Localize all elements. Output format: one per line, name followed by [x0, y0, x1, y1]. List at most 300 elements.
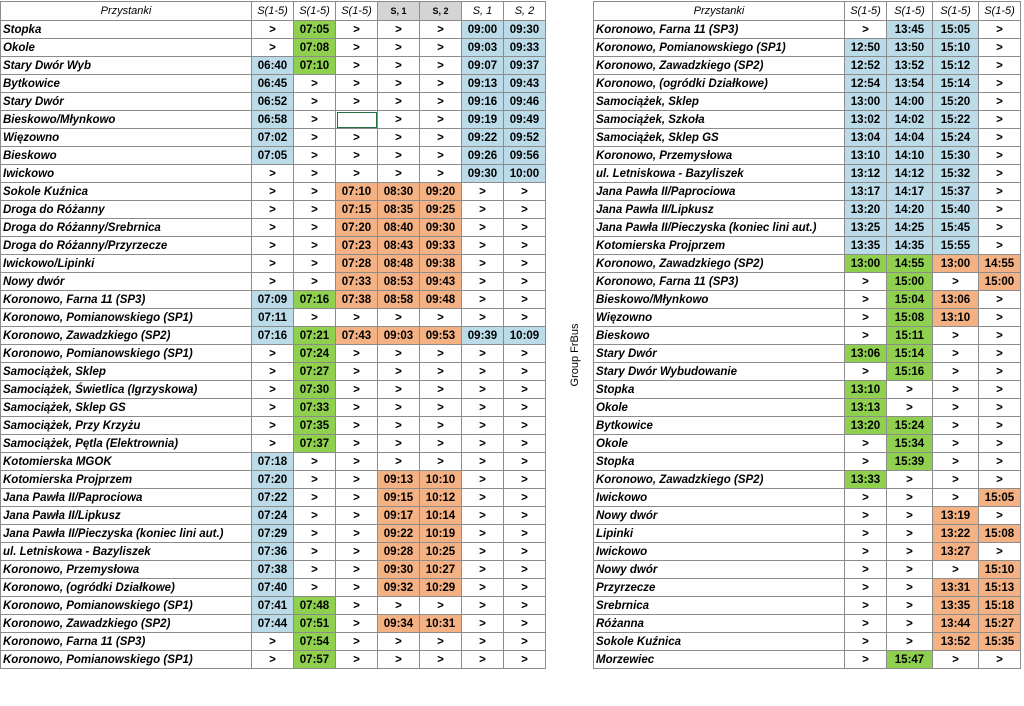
time-cell[interactable]: >	[504, 453, 546, 471]
time-cell[interactable]: >	[933, 489, 979, 507]
time-cell[interactable]: 13:04	[845, 129, 887, 147]
time-cell[interactable]: >	[979, 21, 1021, 39]
time-cell[interactable]: >	[336, 363, 378, 381]
time-cell[interactable]: >	[979, 75, 1021, 93]
time-cell[interactable]: 09:26	[462, 147, 504, 165]
time-cell[interactable]: >	[462, 489, 504, 507]
time-cell[interactable]: 13:10	[845, 147, 887, 165]
time-cell[interactable]: >	[462, 417, 504, 435]
time-cell[interactable]: 09:30	[420, 219, 462, 237]
time-cell[interactable]: >	[336, 615, 378, 633]
time-cell[interactable]: 14:35	[887, 237, 933, 255]
time-cell[interactable]: 10:10	[420, 471, 462, 489]
time-cell[interactable]: >	[294, 273, 336, 291]
time-cell[interactable]: 09:34	[378, 615, 420, 633]
time-cell[interactable]: 13:33	[845, 471, 887, 489]
time-cell[interactable]: >	[887, 525, 933, 543]
time-cell[interactable]: >	[336, 435, 378, 453]
time-cell[interactable]: 09:20	[420, 183, 462, 201]
time-cell[interactable]: >	[504, 579, 546, 597]
time-cell[interactable]: 13:20	[845, 417, 887, 435]
time-cell[interactable]: 07:11	[252, 309, 294, 327]
time-cell[interactable]: >	[378, 165, 420, 183]
time-cell[interactable]: >	[336, 525, 378, 543]
time-cell[interactable]: >	[933, 381, 979, 399]
time-cell[interactable]: >	[420, 381, 462, 399]
stop-name-cell[interactable]: Samociążek, Sklep	[594, 93, 845, 111]
time-cell[interactable]: >	[336, 129, 378, 147]
time-cell[interactable]: 07:05	[294, 21, 336, 39]
time-cell[interactable]: 12:52	[845, 57, 887, 75]
time-cell[interactable]: >	[420, 345, 462, 363]
stop-name-cell[interactable]: Koronowo, Zawadzkiego (SP2)	[594, 57, 845, 75]
time-cell[interactable]: >	[462, 363, 504, 381]
header-stops[interactable]: Przystanki	[594, 2, 845, 21]
time-cell[interactable]: >	[979, 165, 1021, 183]
time-cell[interactable]: >	[979, 417, 1021, 435]
time-cell[interactable]: >	[887, 507, 933, 525]
time-cell[interactable]: >	[845, 309, 887, 327]
time-cell[interactable]: >	[420, 129, 462, 147]
time-cell[interactable]: >	[420, 633, 462, 651]
stop-name-cell[interactable]: Droga do Różanny	[1, 201, 252, 219]
time-cell[interactable]: >	[845, 651, 887, 669]
time-cell[interactable]: 07:35	[294, 417, 336, 435]
time-cell[interactable]: >	[294, 489, 336, 507]
time-cell[interactable]: 15:32	[933, 165, 979, 183]
time-cell[interactable]: 06:40	[252, 57, 294, 75]
time-cell[interactable]: >	[504, 381, 546, 399]
stop-name-cell[interactable]: Koronowo, Farna 11 (SP3)	[1, 633, 252, 651]
time-cell[interactable]: >	[378, 75, 420, 93]
time-cell[interactable]: >	[504, 525, 546, 543]
time-cell[interactable]: 09:30	[504, 21, 546, 39]
time-cell[interactable]: 10:00	[504, 165, 546, 183]
stop-name-cell[interactable]: Koronowo, Przemysłowa	[594, 147, 845, 165]
time-cell[interactable]: 09:43	[504, 75, 546, 93]
time-cell[interactable]: >	[420, 147, 462, 165]
stop-name-cell[interactable]: Iwickowo	[594, 543, 845, 561]
time-cell[interactable]: >	[979, 399, 1021, 417]
time-cell[interactable]: >	[979, 147, 1021, 165]
time-cell[interactable]: >	[378, 453, 420, 471]
time-cell[interactable]: 07:51	[294, 615, 336, 633]
time-cell[interactable]: 10:29	[420, 579, 462, 597]
time-cell[interactable]: >	[462, 255, 504, 273]
stop-name-cell[interactable]: Bytkowice	[594, 417, 845, 435]
time-cell[interactable]: 15:14	[887, 345, 933, 363]
time-cell[interactable]: 13:27	[933, 543, 979, 561]
time-cell[interactable]: >	[294, 507, 336, 525]
time-cell[interactable]: 09:03	[378, 327, 420, 345]
time-cell[interactable]: 09:00	[462, 21, 504, 39]
time-cell[interactable]: >	[462, 561, 504, 579]
time-cell[interactable]: >	[336, 345, 378, 363]
time-cell[interactable]: 07:33	[294, 399, 336, 417]
time-cell[interactable]: 09:28	[378, 543, 420, 561]
time-cell[interactable]: 07:44	[252, 615, 294, 633]
time-cell[interactable]: >	[504, 543, 546, 561]
time-cell[interactable]: >	[845, 327, 887, 345]
time-cell[interactable]: >	[336, 381, 378, 399]
time-cell[interactable]: 09:33	[504, 39, 546, 57]
time-cell[interactable]: >	[420, 651, 462, 669]
time-cell[interactable]: >	[462, 651, 504, 669]
stop-name-cell[interactable]: Iwickowo	[594, 489, 845, 507]
stop-name-cell[interactable]: Koronowo, Pomianowskiego (SP1)	[1, 597, 252, 615]
stop-name-cell[interactable]: Koronowo, Farna 11 (SP3)	[594, 273, 845, 291]
time-cell[interactable]: 15:08	[887, 309, 933, 327]
time-cell[interactable]: 13:12	[845, 165, 887, 183]
time-cell[interactable]: 07:10	[294, 57, 336, 75]
time-cell[interactable]: >	[887, 633, 933, 651]
time-cell[interactable]: >	[336, 471, 378, 489]
time-cell[interactable]: 14:55	[887, 255, 933, 273]
time-cell[interactable]: >	[378, 93, 420, 111]
time-cell[interactable]: 07:48	[294, 597, 336, 615]
header-course-3[interactable]: S(1-5)	[933, 2, 979, 21]
header-course-6[interactable]: S, 1	[462, 2, 504, 21]
time-cell[interactable]: 13:25	[845, 219, 887, 237]
time-cell[interactable]: >	[979, 453, 1021, 471]
time-cell[interactable]	[336, 111, 378, 129]
stop-name-cell[interactable]: Samociążek, Świetlica (Igrzyskowa)	[1, 381, 252, 399]
time-cell[interactable]: 07:36	[252, 543, 294, 561]
time-cell[interactable]: 15:55	[933, 237, 979, 255]
time-cell[interactable]: 09:22	[462, 129, 504, 147]
stop-name-cell[interactable]: Bieskowo/Młynkowo	[1, 111, 252, 129]
time-cell[interactable]: >	[979, 363, 1021, 381]
time-cell[interactable]: >	[294, 111, 336, 129]
time-cell[interactable]: 13:22	[933, 525, 979, 543]
time-cell[interactable]: >	[294, 543, 336, 561]
time-cell[interactable]: >	[336, 57, 378, 75]
time-cell[interactable]: >	[378, 345, 420, 363]
time-cell[interactable]: 10:27	[420, 561, 462, 579]
stop-name-cell[interactable]: Koronowo, Zawadzkiego (SP2)	[594, 255, 845, 273]
time-cell[interactable]: >	[504, 507, 546, 525]
time-cell[interactable]: >	[294, 93, 336, 111]
time-cell[interactable]: 07:24	[294, 345, 336, 363]
header-stops[interactable]: Przystanki	[1, 2, 252, 21]
time-cell[interactable]: 10:12	[420, 489, 462, 507]
time-cell[interactable]: 09:49	[504, 111, 546, 129]
time-cell[interactable]: 07:41	[252, 597, 294, 615]
time-cell[interactable]: >	[294, 129, 336, 147]
time-cell[interactable]: >	[933, 435, 979, 453]
stop-name-cell[interactable]: Lipinki	[594, 525, 845, 543]
time-cell[interactable]: >	[420, 363, 462, 381]
time-cell[interactable]: >	[336, 21, 378, 39]
time-cell[interactable]: 15:05	[933, 21, 979, 39]
time-cell[interactable]: >	[504, 597, 546, 615]
time-cell[interactable]: >	[252, 273, 294, 291]
time-cell[interactable]: >	[979, 57, 1021, 75]
time-cell[interactable]: >	[378, 21, 420, 39]
time-cell[interactable]: >	[462, 507, 504, 525]
time-cell[interactable]: >	[336, 507, 378, 525]
header-course-1[interactable]: S(1-5)	[845, 2, 887, 21]
stop-name-cell[interactable]: Koronowo, Zawadzkiego (SP2)	[1, 327, 252, 345]
stop-name-cell[interactable]: Droga do Różanny/Przyrzecze	[1, 237, 252, 255]
time-cell[interactable]: >	[252, 201, 294, 219]
time-cell[interactable]: 15:10	[933, 39, 979, 57]
time-cell[interactable]: >	[252, 399, 294, 417]
time-cell[interactable]: 15:24	[887, 417, 933, 435]
time-cell[interactable]: >	[336, 597, 378, 615]
time-cell[interactable]: 15:14	[933, 75, 979, 93]
time-cell[interactable]: 09:37	[504, 57, 546, 75]
time-cell[interactable]: >	[933, 273, 979, 291]
time-cell[interactable]: >	[252, 165, 294, 183]
stop-name-cell[interactable]: Iwickowo/Lipinki	[1, 255, 252, 273]
time-cell[interactable]: >	[979, 651, 1021, 669]
time-cell[interactable]: >	[504, 489, 546, 507]
time-cell[interactable]: >	[378, 633, 420, 651]
time-cell[interactable]: 13:06	[845, 345, 887, 363]
time-cell[interactable]: >	[462, 273, 504, 291]
time-cell[interactable]: >	[420, 165, 462, 183]
time-cell[interactable]: >	[845, 543, 887, 561]
stop-name-cell[interactable]: Iwickowo	[1, 165, 252, 183]
time-cell[interactable]: >	[979, 471, 1021, 489]
time-cell[interactable]: 15:00	[887, 273, 933, 291]
time-cell[interactable]: >	[462, 381, 504, 399]
stop-name-cell[interactable]: Stary Dwór Wyb	[1, 57, 252, 75]
time-cell[interactable]: >	[420, 417, 462, 435]
time-cell[interactable]: >	[336, 651, 378, 669]
stop-name-cell[interactable]: Koronowo, Pomianowskiego (SP1)	[1, 309, 252, 327]
stop-name-cell[interactable]: Koronowo, Przemysłowa	[1, 561, 252, 579]
time-cell[interactable]: >	[845, 489, 887, 507]
stop-name-cell[interactable]: Samociążek, Pętla (Elektrownia)	[1, 435, 252, 453]
time-cell[interactable]: >	[378, 309, 420, 327]
time-cell[interactable]: >	[845, 435, 887, 453]
time-cell[interactable]: >	[504, 309, 546, 327]
time-cell[interactable]: >	[933, 417, 979, 435]
time-cell[interactable]: >	[462, 309, 504, 327]
time-cell[interactable]: >	[294, 165, 336, 183]
time-cell[interactable]: 09:03	[462, 39, 504, 57]
time-cell[interactable]: >	[252, 381, 294, 399]
stop-name-cell[interactable]: Okole	[594, 435, 845, 453]
time-cell[interactable]: >	[979, 345, 1021, 363]
header-course-4[interactable]: S(1-5)	[979, 2, 1021, 21]
time-cell[interactable]: 09:13	[462, 75, 504, 93]
time-cell[interactable]: >	[462, 291, 504, 309]
stop-name-cell[interactable]: Srebrnica	[594, 597, 845, 615]
time-cell[interactable]: 08:35	[378, 201, 420, 219]
time-cell[interactable]: 15:34	[887, 435, 933, 453]
time-cell[interactable]: 13:50	[887, 39, 933, 57]
time-cell[interactable]: >	[504, 363, 546, 381]
time-cell[interactable]: >	[378, 39, 420, 57]
time-cell[interactable]: >	[420, 39, 462, 57]
time-cell[interactable]: 13:17	[845, 183, 887, 201]
time-cell[interactable]: >	[504, 255, 546, 273]
time-cell[interactable]: >	[504, 219, 546, 237]
time-cell[interactable]: 14:00	[887, 93, 933, 111]
time-cell[interactable]: >	[504, 399, 546, 417]
time-cell[interactable]: 09:56	[504, 147, 546, 165]
time-cell[interactable]: >	[504, 561, 546, 579]
time-cell[interactable]: >	[378, 399, 420, 417]
time-cell[interactable]: 09:53	[420, 327, 462, 345]
time-cell[interactable]: >	[933, 561, 979, 579]
time-cell[interactable]: >	[378, 363, 420, 381]
stop-name-cell[interactable]: ul. Letniskowa - Bazyliszek	[594, 165, 845, 183]
time-cell[interactable]: >	[420, 93, 462, 111]
time-cell[interactable]: >	[504, 273, 546, 291]
stop-name-cell[interactable]: Stopka	[594, 453, 845, 471]
time-cell[interactable]: >	[294, 453, 336, 471]
time-cell[interactable]: >	[336, 633, 378, 651]
time-cell[interactable]: >	[979, 291, 1021, 309]
time-cell[interactable]: 09:22	[378, 525, 420, 543]
time-cell[interactable]: >	[378, 57, 420, 75]
time-cell[interactable]: 09:52	[504, 129, 546, 147]
time-cell[interactable]: 15:37	[933, 183, 979, 201]
time-cell[interactable]: 15:22	[933, 111, 979, 129]
time-cell[interactable]: >	[336, 489, 378, 507]
time-cell[interactable]: >	[378, 381, 420, 399]
time-cell[interactable]: 10:19	[420, 525, 462, 543]
stop-name-cell[interactable]: Bieskowo	[1, 147, 252, 165]
time-cell[interactable]: 07:54	[294, 633, 336, 651]
header-course-2[interactable]: S(1-5)	[294, 2, 336, 21]
time-cell[interactable]: >	[504, 633, 546, 651]
time-cell[interactable]: 13:54	[887, 75, 933, 93]
time-cell[interactable]: >	[979, 543, 1021, 561]
time-cell[interactable]: >	[979, 237, 1021, 255]
time-cell[interactable]: 07:05	[252, 147, 294, 165]
time-cell[interactable]: >	[933, 399, 979, 417]
time-cell[interactable]: >	[504, 471, 546, 489]
time-cell[interactable]: 08:43	[378, 237, 420, 255]
time-cell[interactable]: >	[336, 417, 378, 435]
time-cell[interactable]: 07:10	[336, 183, 378, 201]
time-cell[interactable]: 07:38	[252, 561, 294, 579]
time-cell[interactable]: >	[294, 255, 336, 273]
time-cell[interactable]: >	[294, 471, 336, 489]
time-cell[interactable]: 15:24	[933, 129, 979, 147]
time-cell[interactable]: 15:45	[933, 219, 979, 237]
time-cell[interactable]: 07:57	[294, 651, 336, 669]
stop-name-cell[interactable]: Koronowo, (ogródki Działkowe)	[1, 579, 252, 597]
time-cell[interactable]: >	[252, 651, 294, 669]
time-cell[interactable]: >	[845, 561, 887, 579]
time-cell[interactable]: >	[504, 183, 546, 201]
time-cell[interactable]: >	[252, 21, 294, 39]
time-cell[interactable]: 13:00	[845, 255, 887, 273]
time-cell[interactable]: >	[336, 579, 378, 597]
time-cell[interactable]: 06:58	[252, 111, 294, 129]
time-cell[interactable]: >	[462, 597, 504, 615]
time-cell[interactable]: >	[887, 489, 933, 507]
stop-name-cell[interactable]: Więzowno	[594, 309, 845, 327]
time-cell[interactable]: 10:09	[504, 327, 546, 345]
time-cell[interactable]: 15:35	[979, 633, 1021, 651]
time-cell[interactable]: >	[252, 255, 294, 273]
time-cell[interactable]: 06:45	[252, 75, 294, 93]
time-cell[interactable]: >	[378, 417, 420, 435]
time-cell[interactable]: >	[252, 363, 294, 381]
stop-name-cell[interactable]: Okole	[594, 399, 845, 417]
stop-name-cell[interactable]: Koronowo, Farna 11 (SP3)	[1, 291, 252, 309]
time-cell[interactable]: 15:20	[933, 93, 979, 111]
time-cell[interactable]: >	[378, 111, 420, 129]
time-cell[interactable]: 09:30	[462, 165, 504, 183]
stop-name-cell[interactable]: Morzewiec	[594, 651, 845, 669]
time-cell[interactable]: >	[420, 435, 462, 453]
time-cell[interactable]: >	[462, 345, 504, 363]
time-cell[interactable]: >	[462, 183, 504, 201]
stop-name-cell[interactable]: Koronowo, Farna 11 (SP3)	[594, 21, 845, 39]
time-cell[interactable]: >	[462, 201, 504, 219]
time-cell[interactable]: 15:39	[887, 453, 933, 471]
time-cell[interactable]: 07:43	[336, 327, 378, 345]
time-cell[interactable]: 14:04	[887, 129, 933, 147]
time-cell[interactable]: >	[933, 345, 979, 363]
time-cell[interactable]: 07:37	[294, 435, 336, 453]
time-cell[interactable]: >	[887, 399, 933, 417]
time-cell[interactable]: 09:13	[378, 471, 420, 489]
time-cell[interactable]: >	[845, 273, 887, 291]
time-cell[interactable]: 07:29	[252, 525, 294, 543]
time-cell[interactable]: >	[336, 561, 378, 579]
time-cell[interactable]: >	[420, 57, 462, 75]
time-cell[interactable]: 06:52	[252, 93, 294, 111]
time-cell[interactable]: >	[845, 21, 887, 39]
stop-name-cell[interactable]: Stopka	[1, 21, 252, 39]
time-cell[interactable]: >	[462, 453, 504, 471]
stop-name-cell[interactable]: Bieskowo	[594, 327, 845, 345]
time-cell[interactable]: 07:16	[252, 327, 294, 345]
time-cell[interactable]: >	[462, 543, 504, 561]
time-cell[interactable]: 07:30	[294, 381, 336, 399]
time-cell[interactable]: >	[462, 435, 504, 453]
time-cell[interactable]: >	[252, 435, 294, 453]
time-cell[interactable]: 13:13	[845, 399, 887, 417]
time-cell[interactable]: >	[845, 363, 887, 381]
time-cell[interactable]: >	[294, 183, 336, 201]
time-cell[interactable]: >	[504, 615, 546, 633]
time-cell[interactable]: 08:30	[378, 183, 420, 201]
stop-name-cell[interactable]: Jana Pawła II/Lipkusz	[1, 507, 252, 525]
time-cell[interactable]: 07:27	[294, 363, 336, 381]
time-cell[interactable]: 13:06	[933, 291, 979, 309]
time-cell[interactable]: 13:52	[887, 57, 933, 75]
stop-name-cell[interactable]: Samociążek, Sklep GS	[594, 129, 845, 147]
time-cell[interactable]: 15:40	[933, 201, 979, 219]
time-cell[interactable]: >	[420, 309, 462, 327]
time-cell[interactable]: >	[462, 525, 504, 543]
time-cell[interactable]: 08:58	[378, 291, 420, 309]
time-cell[interactable]: >	[294, 237, 336, 255]
time-cell[interactable]: 15:27	[979, 615, 1021, 633]
time-cell[interactable]: 07:18	[252, 453, 294, 471]
header-course-3[interactable]: S(1-5)	[336, 2, 378, 21]
time-cell[interactable]: >	[979, 435, 1021, 453]
time-cell[interactable]: 07:23	[336, 237, 378, 255]
time-cell[interactable]: 10:14	[420, 507, 462, 525]
time-cell[interactable]: >	[378, 435, 420, 453]
time-cell[interactable]: >	[979, 309, 1021, 327]
stop-name-cell[interactable]: Nowy dwór	[594, 507, 845, 525]
time-cell[interactable]: >	[845, 453, 887, 471]
time-cell[interactable]: >	[887, 543, 933, 561]
time-cell[interactable]: >	[294, 561, 336, 579]
